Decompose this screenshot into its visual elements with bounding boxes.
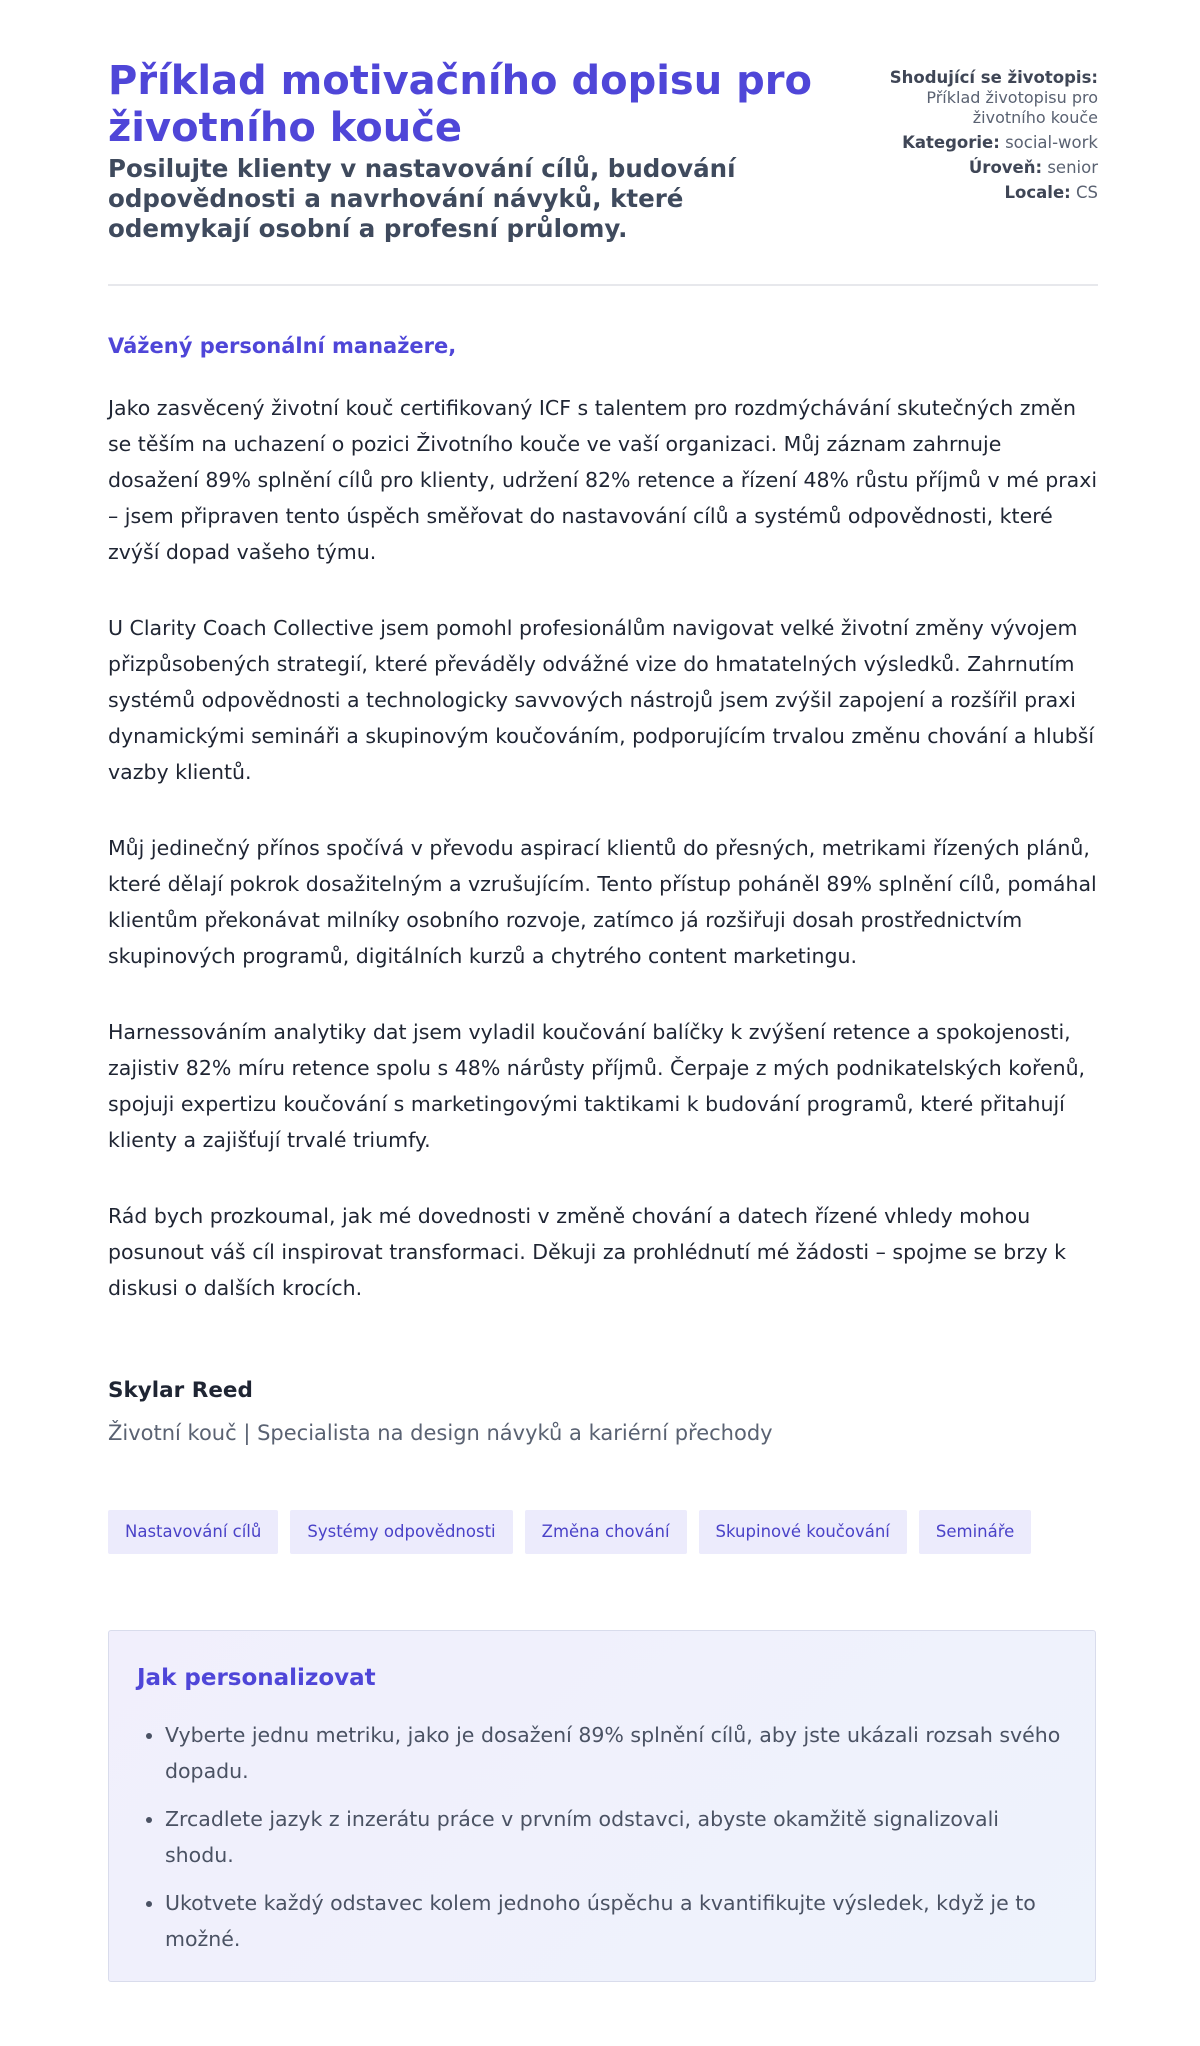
- skill-tag[interactable]: Nastavování cílů: [108, 1510, 278, 1554]
- meta-level-label: Úroveň:: [968, 158, 1043, 177]
- meta-level: [838, 158, 1098, 178]
- meta-locale: [838, 183, 1098, 203]
- signature-name: Skylar Reed: [108, 1378, 253, 1403]
- meta-category-label: Kategorie:: [902, 133, 1000, 152]
- personalization-tips: [108, 1630, 1096, 1982]
- skill-tag[interactable]: Skupinové koučování: [699, 1510, 907, 1554]
- meta-locale-label: Locale:: [1004, 183, 1071, 202]
- signature-title: Životní kouč | Specialista na design návyků a kariérní přechody: [108, 1421, 773, 1445]
- tips-title: Jak personalizovat: [137, 1665, 376, 1691]
- meta-category: [838, 133, 1098, 153]
- letter-paragraph: Rád bych prozkoumal, jak mé dovednosti v změně chování a datech řízené vhledy mohou posunout váš cíl inspirovat transformaci. Děkuji za prohlédnutí mé žádosti – spojme se brzy k diskusi o dalších krocích.: [108, 1204, 1066, 1300]
- meta-locale-value: CS: [1076, 183, 1098, 202]
- header-divider: [108, 284, 1098, 286]
- tip-item: • Zrcadlete jazyk z inzerátu práce v prvním odstavci, abyste okamžitě signalizovali shodu.: [165, 1801, 1067, 1873]
- page-title: Příklad motivačního dopisu pro životního kouče: [108, 58, 812, 151]
- meta-panel: [838, 68, 1098, 208]
- letter-paragraph: U Clarity Coach Collective jsem pomohl profesionálům navigovat velké životní změny vývojem přizpůsobených strategií, které převáděly odvážné vize do hmatatelných výsledků. Zahrnutím systémů odpovědnosti a technologicky savvových nástrojů jsem zvýšil zapojení a rozšířil praxi dynamickými semináři a skupinovým koučováním, podporujícím trvalou změnu chování a hlubší vazby klientů.: [108, 616, 1095, 784]
- skill-tag[interactable]: Systémy odpovědnosti: [290, 1510, 512, 1554]
- skill-tags: [108, 1510, 1031, 1554]
- page-subtitle: Posilujte klienty v nastavování cílů, budování odpovědnosti a navrhování návyků, které odemykají osobní a profesní průlomy.: [108, 154, 736, 243]
- meta-resume-label: Shodující se životopis:: [889, 68, 1098, 87]
- letter-salutation: Vážený personální manažere,: [108, 334, 457, 358]
- meta-category-value: social-work: [1005, 133, 1098, 152]
- tip-item: • Ukotvete každý odstavec kolem jednoho úspěchu a kvantifikujte výsledek, když je to možné.: [165, 1885, 1067, 1957]
- letter-body: [108, 390, 1098, 1346]
- meta-level-value: senior: [1047, 158, 1098, 177]
- letter-signature: [108, 1376, 1098, 1448]
- skill-tag[interactable]: Změna chování: [525, 1510, 687, 1554]
- letter-paragraph: Harnessováním analytiky dat jsem vyladil koučování balíčky k zvýšení retence a spokojenosti, zajistiv 82% míru retence spolu s 48% nárůsty příjmů. Čerpaje z mých podnikatelských kořenů, spojuji expertizu koučování s marketingovými taktikami k budování programů, které přitahují klienty a zajišťují trvalé triumfy.: [108, 1020, 1086, 1152]
- meta-resume-link[interactable]: Příklad životopisu pro životního kouče: [926, 88, 1098, 127]
- letter-paragraph: Jako zasvěcený životní kouč certifikovaný ICF s talentem pro rozdmýchávání skutečných změn se těším na uchazení o pozici Životního kouče ve vaší organizaci. Můj záznam zahrnuje dosažení 89% splnění cílů pro klienty, udržení 82% retence a řízení 48% růstu příjmů v mé praxi – jsem připraven tento úspěch směřovat do nastavování cílů a systémů odpovědnosti, které zvýší dopad vašeho týmu.: [108, 396, 1098, 564]
- page-header: [108, 58, 1098, 244]
- meta-resume: [838, 68, 1098, 128]
- letter-paragraph: Můj jedinečný přínos spočívá v převodu aspirací klientů do přesných, metrikami řízených plánů, které dělají pokrok dosažitelným a vzrušujícím. Tento přístup poháněl 89% splnění cílů, pomáhal klientům překonávat milníky osobního rozvoje, zatímco já rozšiřuji dosah prostřednictvím skupinových programů, digitálních kurzů a chytrého content marketingu.: [108, 836, 1097, 968]
- skill-tag[interactable]: Semináře: [919, 1510, 1031, 1554]
- tip-item: • Vyberte jednu metriku, jako je dosažení 89% splnění cílů, aby jste ukázali rozsah svého dopadu.: [165, 1717, 1067, 1789]
- tips-list: [137, 1717, 1067, 1957]
